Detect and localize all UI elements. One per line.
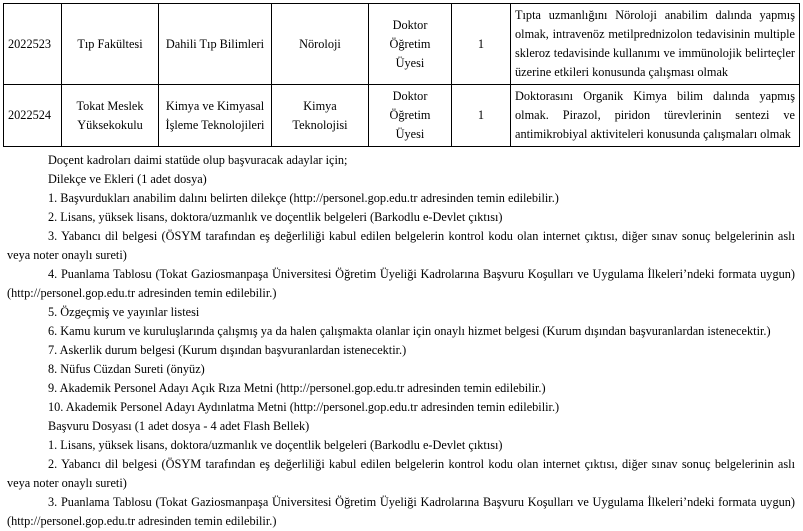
department-line: İşleme Teknolojileri <box>165 117 265 132</box>
faculty-cell: Tıp Fakültesi <box>62 4 159 85</box>
program-cell <box>272 85 369 147</box>
requirement-item: 2. Yabancı dil belgesi (ÖSYM tarafından eş değerliliği kabul edilen belgelerin kontrol kodu olan internet çıktısı, diğer sınav sonuç belgelerinin aslı veya noter onaylı sureti) <box>7 457 795 490</box>
count-cell: 1 <box>452 4 511 85</box>
table-row <box>4 85 800 147</box>
position-code: 2022523 <box>4 4 62 85</box>
program-cell: Nöroloji <box>272 4 369 85</box>
requirement-item: 1. Başvurdukları anabilim dalını belirten dilekçe (http://personel.gop.edu.tr adresinden temin edilebilir.) <box>48 191 559 205</box>
positions-table <box>3 3 800 147</box>
requirement-item: 8. Nüfus Cüzdan Sureti (önyüz) <box>48 362 205 376</box>
intro-line: Doçent kadroları daimi statüde olup başvuracak adaylar için; <box>48 153 348 167</box>
section-heading: Başvuru Dosyası (1 adet dosya - 4 adet Flash Bellek) <box>48 419 310 433</box>
title-line: Üyesi <box>395 127 425 141</box>
title-line: Doktor <box>392 17 428 32</box>
program-line: Teknolojisi <box>292 117 348 132</box>
requirement-item: 3. Yabancı dil belgesi (ÖSYM tarafından eş değerliliği kabul edilen belgelerin kontrol kodu olan internet çıktısı, diğer sınav sonuç belgelerinin aslı veya noter onaylı sureti) <box>7 229 795 262</box>
program-line: Kimya <box>303 98 337 113</box>
section-heading: Dilekçe ve Ekleri (1 adet dosya) <box>48 172 207 186</box>
position-code: 2022524 <box>4 85 62 147</box>
department-line: Kimya ve Kimyasal <box>165 98 265 113</box>
requirement-item: 1. Lisans, yüksek lisans, doktora/uzmanlık ve doçentlik belgeleri (Barkodlu e-Devlet çıktısı) <box>48 438 503 452</box>
condition-cell: Doktorasını Organik Kimya bilim dalında yapmış olmak. Pirazol, piridon türevlerinin sentezi ve antimikrobiyal aktiviteleri konusunda çalışmaları olmak <box>511 85 800 147</box>
title-line: Üyesi <box>395 55 425 70</box>
requirement-item: 2. Lisans, yüksek lisans, doktora/uzmanlık ve doçentlik belgeleri (Barkodlu e-Devlet çıktısı) <box>48 210 503 224</box>
title-line: Öğretim <box>389 108 431 122</box>
title-line: Öğretim <box>389 36 431 51</box>
faculty-cell <box>62 85 159 147</box>
table-row <box>4 4 800 85</box>
requirement-item: 6. Kamu kurum ve kuruluşlarında çalışmış ya da halen çalışmakta olanlar için onaylı hizmet belgesi (Kurum dışından başvuranlardan istenecektir.) <box>48 324 771 338</box>
requirement-item: 9. Akademik Personel Adayı Açık Rıza Metni (http://personel.gop.edu.tr adresinden temin edilebilir.) <box>48 381 546 395</box>
requirement-item: 4. Puanlama Tablosu (Tokat Gaziosmanpaşa Üniversitesi Öğretim Üyeliği Kadrolarına Başvuru Koşulları ve Uygulama İlkeleri’ndeki formata uygun) (http://personel.gop.edu.tr adresinden temin edilebilir.) <box>7 267 795 300</box>
condition-cell: Tıpta uzmanlığını Nöroloji anabilim dalında yapmış olmak, intravenöz metilprednizolon tedavisinin multiple skleroz tedavisinde kullanımı ve immünolojik belirteçler üzerine etkileri konusunda çalışması olmak <box>511 4 800 85</box>
requirement-item: 5. Özgeçmiş ve yayınlar listesi <box>48 305 200 319</box>
application-requirements <box>7 151 795 531</box>
faculty-line: Yüksekokulu <box>77 117 143 132</box>
title-line: Doktor <box>392 89 428 103</box>
requirement-item: 10. Akademik Personel Adayı Aydınlatma Metni (http://personel.gop.edu.tr adresinden temin edilebilir.) <box>48 400 560 414</box>
department-cell: Dahili Tıp Bilimleri <box>159 4 272 85</box>
faculty-line: Tokat Meslek <box>76 98 144 113</box>
title-cell <box>369 4 452 85</box>
title-cell <box>369 85 452 147</box>
department-cell <box>159 85 272 147</box>
requirement-item: 7. Askerlik durum belgesi (Kurum dışından başvuranlardan istenecektir.) <box>48 343 407 357</box>
count-cell: 1 <box>452 85 511 147</box>
requirement-item: 3. Puanlama Tablosu (Tokat Gaziosmanpaşa Üniversitesi Öğretim Üyeliği Kadrolarına Başvuru Koşulları ve Uygulama İlkeleri’ndeki formata uygun) (http://personel.gop.edu.tr adresinden temin edilebilir.) <box>7 495 795 528</box>
